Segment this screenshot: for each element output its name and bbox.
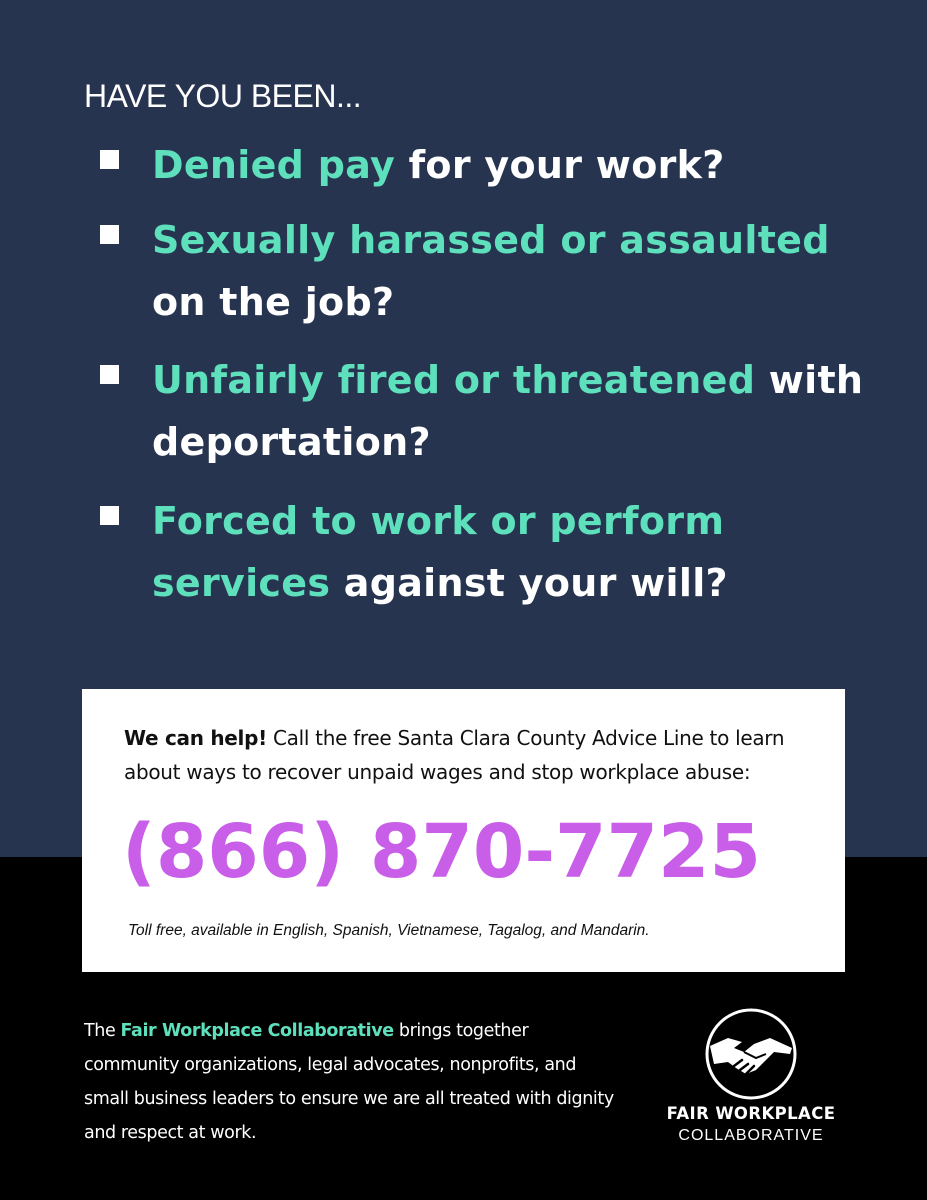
logo-subtitle: COLLABORATIVE (678, 1127, 824, 1144)
question-item (100, 490, 880, 614)
about-body: brings together community organizations, legal advocates, nonprofits, and small business leaders to ensure we are all treated with dignity and respect at work. (84, 1021, 614, 1143)
question-item (100, 134, 880, 196)
question-rest: for your work? (395, 143, 725, 187)
question-item (100, 209, 880, 333)
handshake-icon (694, 1008, 808, 1100)
org-name: Fair Workplace Collaborative (120, 1021, 394, 1041)
question-highlight: Denied pay (152, 143, 396, 187)
question-text (152, 209, 880, 333)
question-rest: on the job? (152, 280, 395, 324)
square-bullet-icon (100, 506, 119, 525)
about-text (84, 1014, 624, 1150)
about-prefix: The (84, 1021, 121, 1041)
help-lead: We can help! (124, 726, 267, 750)
square-bullet-icon (100, 225, 119, 244)
phone-number[interactable]: (866) 870-7725 (122, 809, 762, 895)
help-box (82, 689, 845, 972)
question-item (100, 349, 880, 473)
question-text (152, 490, 880, 614)
help-text (124, 721, 814, 789)
question-highlight: Unfairly fired or threatened (152, 358, 756, 402)
question-rest: with deportation? (152, 358, 864, 464)
square-bullet-icon (100, 150, 119, 169)
intro-heading: HAVE YOU BEEN... (84, 78, 362, 114)
question-highlight: Forced to work or perform services (152, 499, 725, 605)
logo-name: FAIR WORKPLACE (666, 1104, 836, 1123)
help-body: Call the free Santa Clara County Advice Line to learn about ways to recover unpaid wages and stop workplace abuse: (124, 726, 785, 784)
question-text (152, 349, 880, 473)
question-rest: against your will? (330, 561, 728, 605)
toll-free-note: Toll free, available in English, Spanish, Vietnamese, Tagalog, and Mandarin. (128, 922, 650, 939)
question-text (152, 134, 880, 196)
logo (656, 1008, 846, 1158)
square-bullet-icon (100, 365, 119, 384)
question-highlight: Sexually harassed or assaulted (152, 218, 830, 262)
